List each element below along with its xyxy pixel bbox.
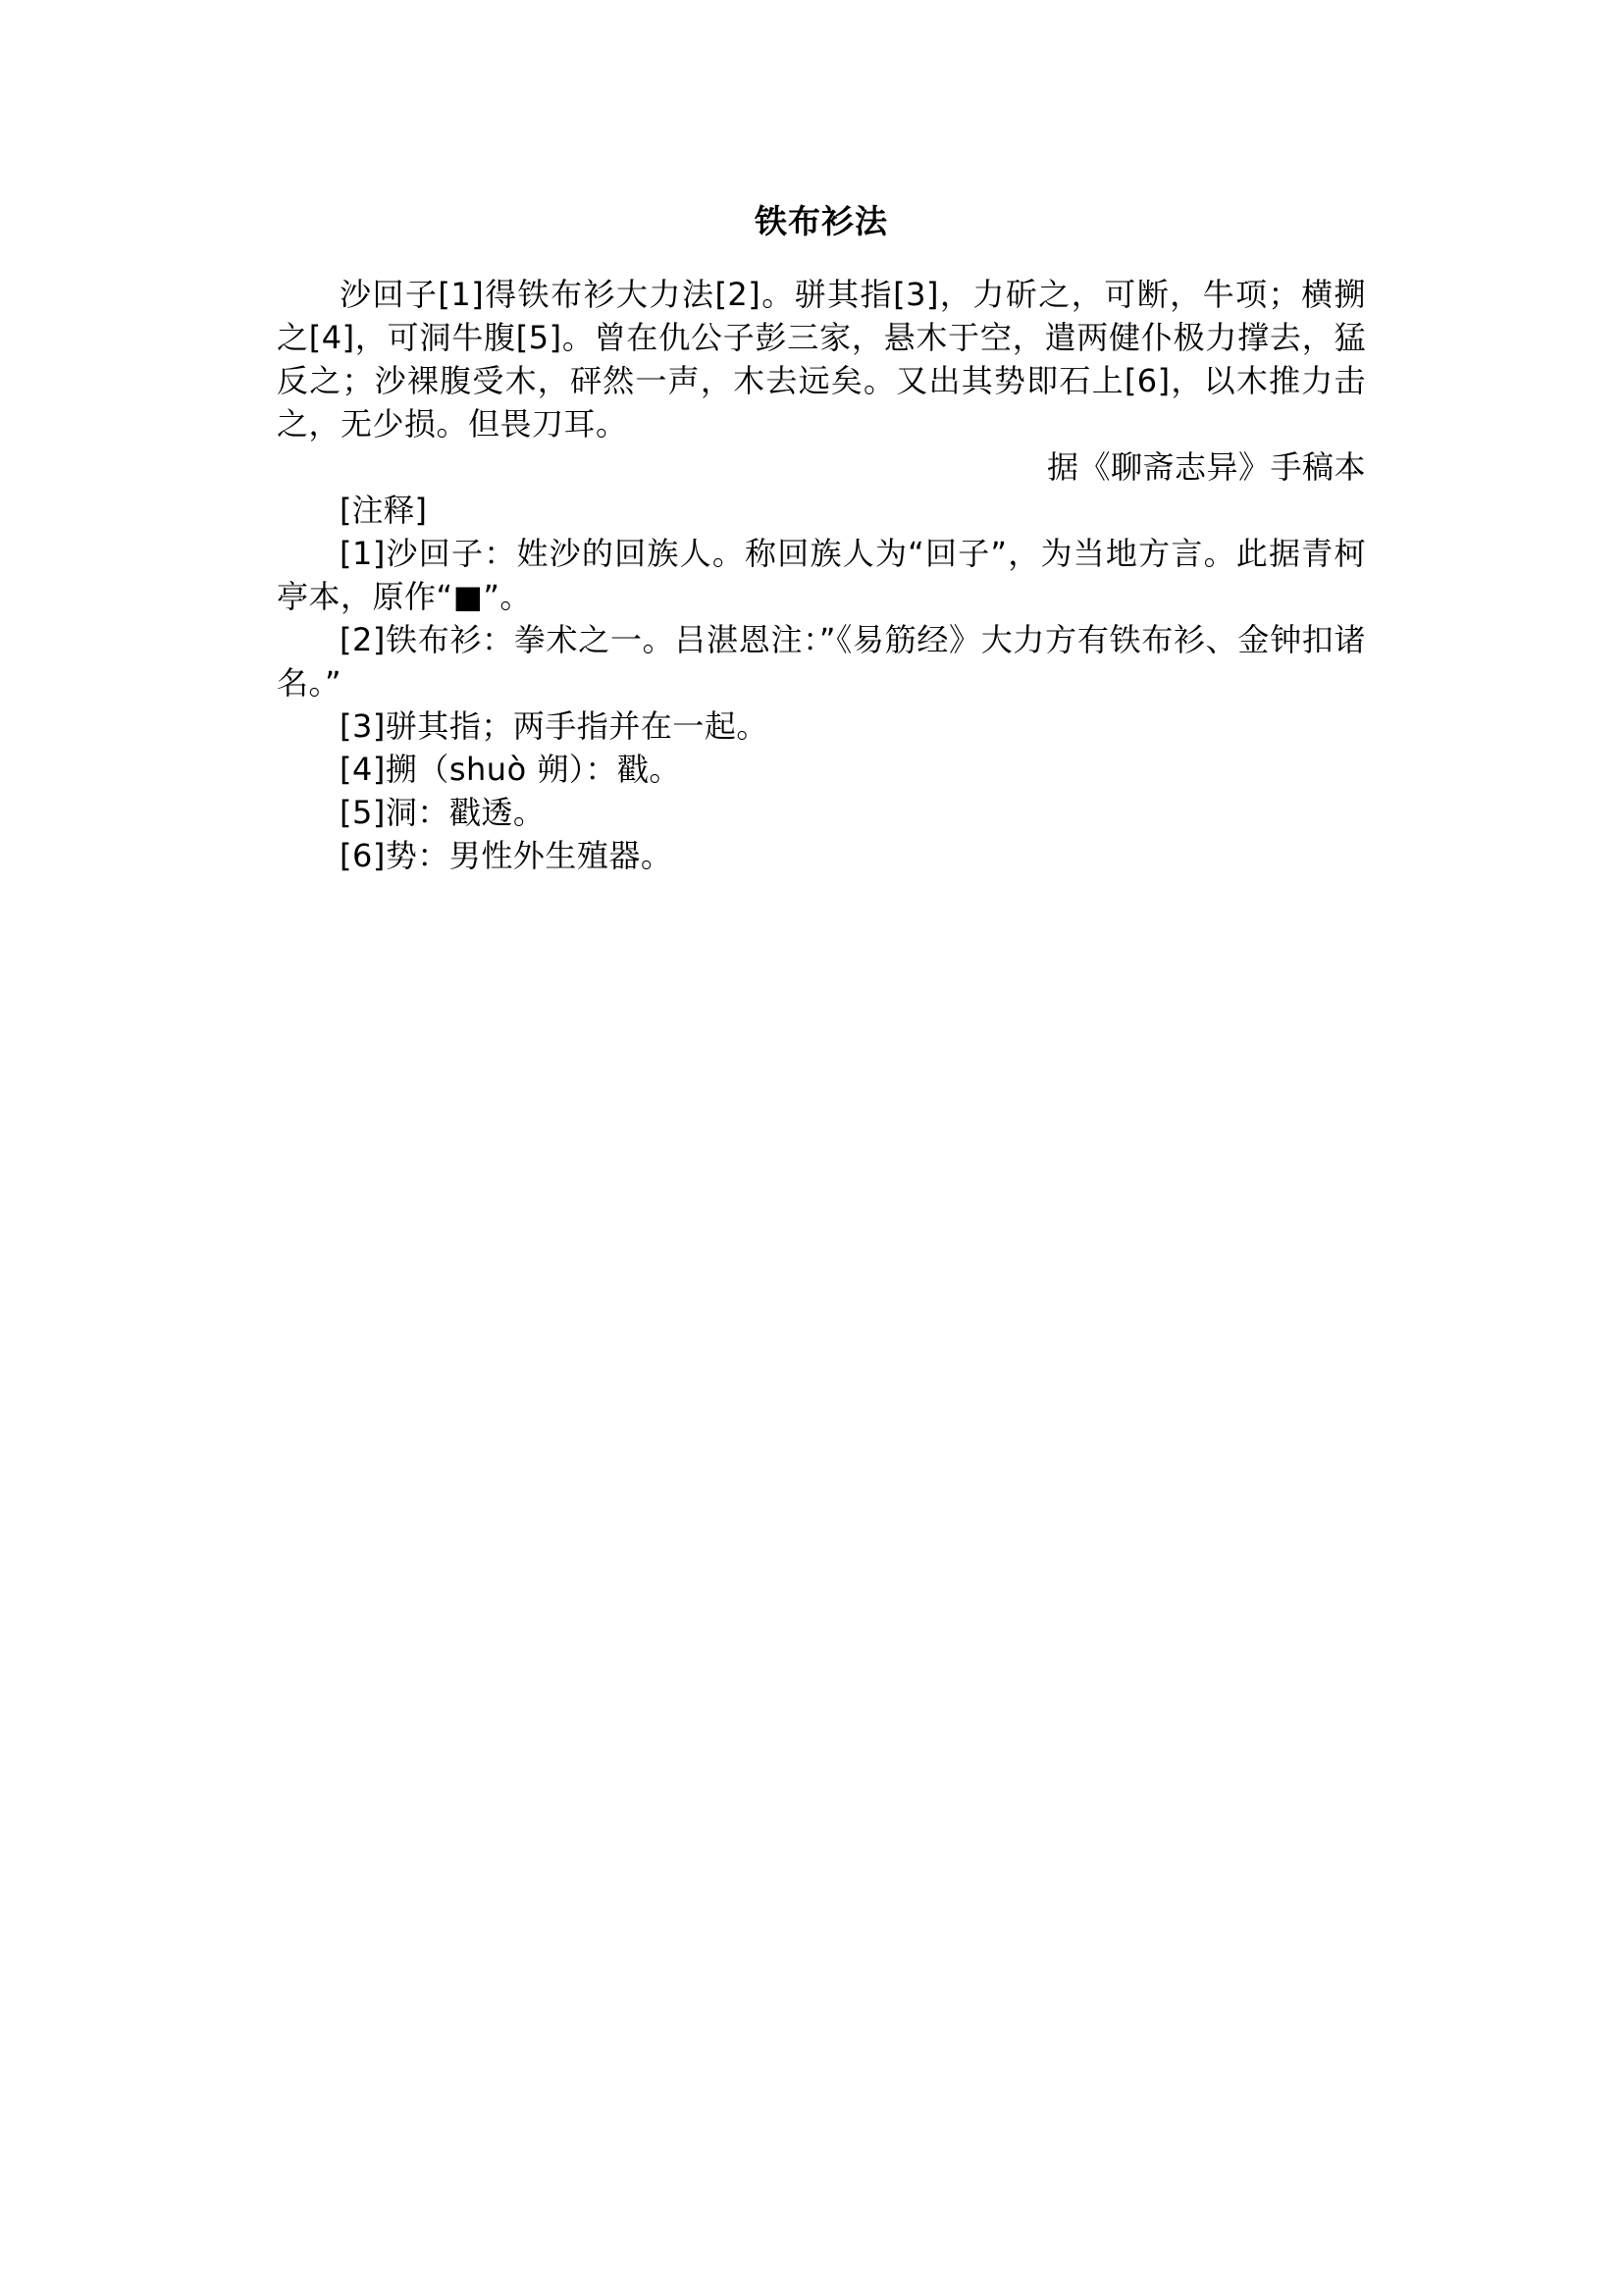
note-item: [4]搠（shuò 朔）：戳。 [340, 751, 681, 788]
document-page [277, 196, 1366, 877]
note-item: [6]势：男性外生殖器。 [340, 837, 673, 874]
note-item: [5]洞：戳透。 [340, 794, 546, 831]
note-item: [3]骈其指；两手指并在一起。 [340, 707, 768, 745]
body-paragraph: 沙回子[1]得铁布衫大力法[2]。骈其指[3]，力斫之，可断，牛项；横搠之[4]，可洞牛腹[5]。曾在仇公子彭三家，悬木于空，遣两健仆极力撑去，猛反之；沙裸腹受木，砰然一声，木去远矣。又出其势即石上[6]，以木推力击之，无少损。但畏刀耳。 [277, 276, 1366, 443]
source-attribution: 据《聊斋志异》手稿本 [1046, 448, 1366, 486]
notes-list [277, 532, 1366, 877]
note-item: [1]沙回子：姓沙的回族人。称回族人为“回子”，为当地方言。此据青柯亭本，原作“■”。 [277, 535, 1366, 615]
notes-heading: [注释] [340, 492, 427, 529]
document-title: 铁布衫法 [755, 202, 888, 240]
note-item: [2]铁布衫：拳术之一。吕湛恩注：”《易筋经》大力方有铁布衫、金钟扣诸名。” [277, 621, 1366, 702]
